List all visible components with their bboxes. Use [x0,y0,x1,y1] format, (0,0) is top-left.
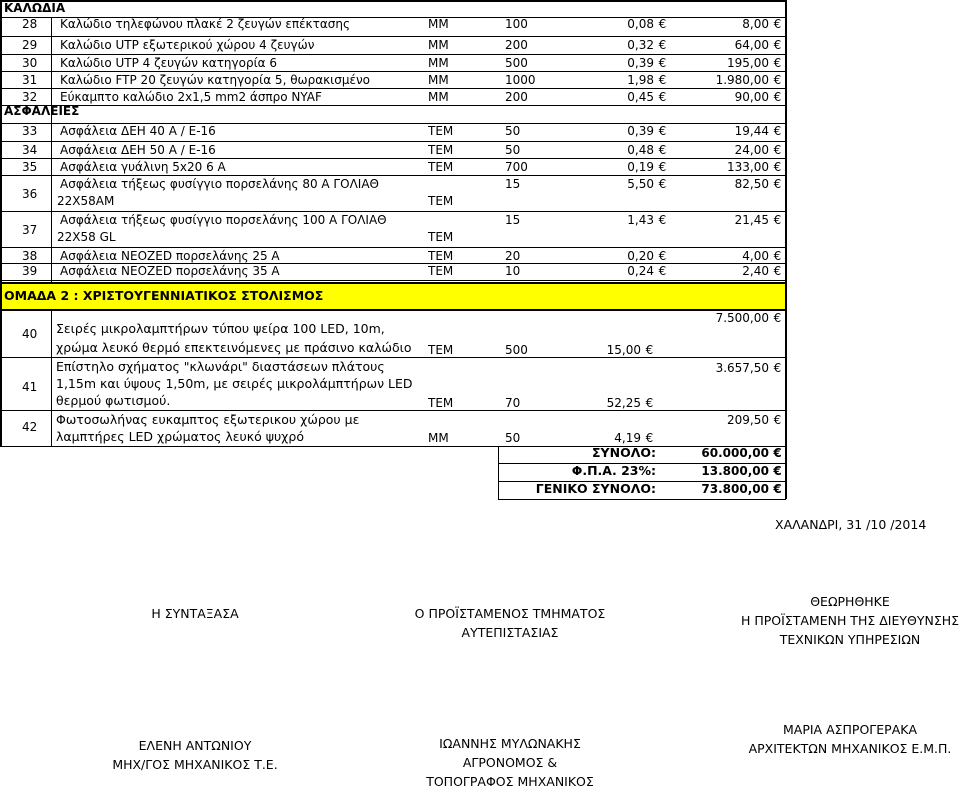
item-unit-price [627,143,669,157]
amount-value: 133,00 [727,160,769,174]
euro-sign: € [773,464,782,478]
totals-value [701,482,784,496]
totals-value [701,446,784,460]
euro-sign: € [773,160,782,174]
euro-sign: € [773,143,782,157]
item-unit-price [627,124,669,138]
euro-sign: € [773,264,782,278]
euro-sign: € [773,73,782,87]
item-total [716,361,784,375]
grid-line [51,309,52,446]
item-unit-price [607,396,656,410]
amount-value: 0,24 [627,264,654,278]
euro-sign: € [658,213,667,227]
item-quantity: 700 [505,160,528,174]
item-total [727,56,784,70]
euro-sign: € [658,249,667,263]
signature-text: Ο ΠΡΟΪΣΤΑΜΕΝΟΣ ΤΜΗΜΑΤΟΣ [414,606,606,621]
euro-sign: € [658,90,667,104]
euro-sign: € [773,361,782,375]
euro-sign: € [658,17,667,31]
item-description: Φωτοσωλήνας ευκαμπτος εξωτερικου χώρου με [56,412,360,427]
signature-text: ΑΥΤΕΠΙΣΤΑΣΙΑΣ [461,625,559,640]
item-quantity: 70 [505,396,521,410]
item-description: Καλώδιο τηλεφώνου πλακέ 2 ζευγών επέκτασης [60,17,351,31]
grid-line [0,54,786,55]
item-number: 39 [22,264,38,278]
signature-approved-title [725,592,959,649]
signature-text: ΑΡΧΙΤΕΚΤΩΝ ΜΗΧΑΝΙΚΟΣ Ε.Μ.Π. [748,741,952,756]
item-unit: ΤΕΜ [428,264,454,278]
amount-value: 0,20 [627,249,654,263]
grid-line [0,309,786,311]
amount-value: 8,00 [742,17,769,31]
grid-line [0,0,2,446]
item-quantity: 100 [505,17,528,31]
grid-line [498,446,499,499]
amount-value: 0,39 [627,56,654,70]
amount-value: 0,45 [627,90,654,104]
item-total [735,213,784,227]
euro-sign: € [658,143,667,157]
section-title-group2: ΟΜΑΔΑ 2 : ΧΡΙΣΤΟΥΓΕΝΝΙΑΤΙΚΟΣ ΣΤΟΛΙΣΜΟΣ [4,288,324,303]
item-quantity: 15 [505,213,521,227]
item-number: 30 [22,56,38,70]
item-unit-price [627,249,669,263]
item-number: 38 [22,249,38,263]
grid-line [498,499,786,500]
signature-text: Η ΣΥΝΤΑΞΑΣΑ [151,606,239,621]
signature-text: ΙΩΑΝΝΗΣ ΜΥΛΩΝΑΚΗΣ [439,736,581,751]
euro-sign: € [773,482,782,496]
grid-line [0,36,786,37]
item-description: θερμού φωτισμού. [56,393,171,408]
item-description: χρώμα λευκό θερμό επεκτεινόμενες με πράσινο καλώδιο [56,340,412,355]
totals-label: ΓΕΝΙΚΟ ΣΥΝΟΛΟ: [535,481,656,496]
item-quantity: 20 [505,249,521,263]
amount-value: 195,00 [727,56,769,70]
grid-line [0,357,786,358]
item-unit-price [627,177,669,191]
amount-value: 209,50 [727,413,769,427]
euro-sign: € [773,446,782,460]
item-quantity: 50 [505,143,521,157]
item-unit: ΤΕΜ [428,143,454,157]
item-total [735,143,784,157]
item-total [735,177,784,191]
item-description: Καλώδιο UTP 4 ζευγών κατηγορία 6 [60,56,278,70]
item-quantity: 500 [505,56,528,70]
item-number: 40 [22,327,38,341]
amount-value: 7.500,00 [715,311,769,325]
grid-line [51,17,52,282]
item-total [742,17,784,31]
item-quantity: 50 [505,124,521,138]
item-unit-price [627,90,669,104]
item-unit: ΤΕΜ [428,396,454,410]
item-unit-price [627,17,669,31]
signature-text: ΘΕΩΡΗΘΗΚΕ [810,594,890,609]
euro-sign: € [658,160,667,174]
item-number: 42 [22,420,38,434]
item-description: Ασφάλεια γυάλινη 5x20 6 Α [60,160,226,174]
grid-line [0,410,786,411]
signature-text: Η ΠΡΟΪΣΤΑΜΕΝΗ ΤΗΣ ΔΙΕΥΘΥΝΣΗΣ [740,613,959,628]
amount-value: 90,00 [734,90,769,104]
section-title-cables: ΚΑΛΩΔΙΑ [4,1,66,15]
grid-line [0,175,786,176]
item-quantity: 200 [505,38,528,52]
amount-value: 4,19 [614,431,641,445]
item-unit-price [627,160,669,174]
item-unit-price [607,343,656,357]
signature-head-title [400,604,620,642]
item-unit-price [614,431,656,445]
item-description: Καλώδιο FTP 20 ζευγών κατηγορία 5, θωρακισμένο [60,73,371,87]
item-unit-price [627,38,669,52]
amount-value: 13.800,00 [701,464,769,478]
item-total [735,38,784,52]
place-date: ΧΑΛΑΝΔΡΙ, 31 /10 /2014 [775,517,927,532]
signature-approved-name [725,720,959,758]
item-unit: ΤΕΜ [428,160,454,174]
item-unit-price [627,56,669,70]
euro-sign: € [658,73,667,87]
item-number: 29 [22,38,38,52]
euro-sign: € [658,264,667,278]
grid-line [785,0,787,499]
amount-value: 0,19 [627,160,654,174]
item-unit: ΜΜ [428,38,449,52]
amount-value: 73.800,00 [701,482,769,496]
euro-sign: € [773,56,782,70]
euro-sign: € [773,413,782,427]
item-quantity: 200 [505,90,528,104]
item-quantity: 1000 [505,73,536,87]
totals-value [701,464,784,478]
item-number: 34 [22,143,38,157]
signature-text: ΜΑΡΙΑ ΑΣΠΡΟΓΕΡΑΚΑ [782,722,917,737]
amount-value: 15,00 [606,343,641,357]
signature-text: ΜΗΧ/ΓΟΣ ΜΗΧΑΝΙΚΟΣ Τ.Ε. [112,757,278,772]
grid-line [0,211,786,212]
amount-value: 24,00 [734,143,769,157]
item-unit: ΜΜ [428,56,449,70]
amount-value: 4,00 [742,249,769,263]
euro-sign: € [773,90,782,104]
item-quantity: 10 [505,264,521,278]
signature-text: ΑΓΡΟΝΟΜΟΣ & [462,755,558,770]
euro-sign: € [773,177,782,191]
euro-sign: € [773,17,782,31]
amount-value: 52,25 [606,396,641,410]
signature-compiled-name [105,736,285,774]
item-description: Εύκαμπτο καλώδιο 2x1,5 mm2 άσπρο NYAF [60,90,322,104]
amount-value: 21,45 [734,213,769,227]
amount-value: 19,44 [734,124,769,138]
item-number: 41 [22,380,38,394]
item-quantity: 500 [505,343,528,357]
grid-line [0,0,786,2]
item-number: 33 [22,124,38,138]
item-total [735,90,784,104]
amount-value: 1,98 [627,73,654,87]
grid-line [0,71,786,72]
amount-value: 60.000,00 [701,446,769,460]
section-title-fuses: ΑΣΦΑΛΕΙΕΣ [4,104,80,118]
item-total [735,124,784,138]
grid-line [0,88,786,89]
item-description: Ασφάλεια ΔΕΗ 40 Α / Ε-16 [60,124,216,138]
signature-text: ΤΕΧΝΙΚΩΝ ΥΠΗΡΕΣΙΩΝ [779,632,921,647]
item-number: 32 [22,90,38,104]
item-description: Επίστηλο σχήματος "κλωνάρι" διαστάσεων πλάτους [56,359,385,374]
item-unit: ΤΕΜ [428,230,454,244]
totals-label: Φ.Π.Α. 23%: [571,463,656,478]
grid-line [0,446,786,447]
euro-sign: € [773,311,782,325]
item-quantity: 50 [505,431,521,445]
item-total [742,264,784,278]
item-quantity: 15 [505,177,521,191]
item-description: Καλώδιο UTP εξωτερικού χώρου 4 ζευγών [60,38,315,52]
signature-text: ΤΟΠΟΓΡΑΦΟΣ ΜΗΧΑΝΙΚΟΣ [426,774,594,789]
grid-line [0,105,786,106]
item-unit: ΜΜ [428,73,449,87]
item-unit: ΜΜ [428,17,449,31]
grid-line [0,280,786,281]
euro-sign: € [658,56,667,70]
euro-sign: € [773,38,782,52]
signature-head-name [400,734,620,791]
item-unit: ΤΕΜ [428,249,454,263]
grid-line [0,247,786,248]
item-total [716,311,784,325]
amount-value: 0,32 [627,38,654,52]
item-description: Ασφάλεια ΔΕΗ 50 Α / Ε-16 [60,143,216,157]
grid-line [0,141,786,142]
euro-sign: € [645,396,654,410]
item-description: Ασφάλεια NEOZED πορσελάνης 35 Α [60,264,280,278]
item-number: 37 [22,223,38,237]
item-description: Σειρές μικρολαμπτήρων τύπου ψείρα 100 LED, 10m, [56,321,385,336]
item-total [716,73,784,87]
euro-sign: € [773,124,782,138]
signature-text: ΕΛΕΝΗ ΑΝΤΩΝΙΟΥ [138,738,252,753]
item-total [727,160,784,174]
grid-line [0,158,786,159]
totals-label: ΣΥΝΟΛΟ: [592,445,656,460]
item-unit: ΜΜ [428,431,449,445]
item-unit: ΜΜ [428,90,449,104]
euro-sign: € [773,249,782,263]
amount-value: 5,50 [627,177,654,191]
amount-value: 2,40 [742,264,769,278]
euro-sign: € [658,177,667,191]
item-unit: ΤΕΜ [428,124,454,138]
amount-value: 0,08 [627,17,654,31]
item-number: 36 [22,186,38,201]
grid-line [0,282,786,284]
item-description: 22Χ58ΑΜ [57,194,115,208]
item-description: λαμπτήρες LED χρώματος λευκό ψυχρό [56,429,304,444]
item-unit-price [627,264,669,278]
signature-compiled-title [125,604,265,623]
item-unit: ΤΕΜ [428,194,454,208]
amount-value: 0,48 [627,143,654,157]
item-description: 1,15m και ύψους 1,50m, με σειρές μικρολάμπτήρων LED [56,376,413,391]
euro-sign: € [773,213,782,227]
item-unit-price [627,73,669,87]
item-unit: ΤΕΜ [428,343,454,357]
item-number: 31 [22,73,38,87]
item-total [742,249,784,263]
item-total [727,413,784,427]
item-number: 28 [22,17,38,31]
euro-sign: € [645,431,654,445]
item-unit-price [627,213,669,227]
amount-value: 82,50 [734,177,769,191]
item-description: Ασφάλεια τήξεως φυσίγγιο πορσελάνης 80 Α ΓΟΛΙΑΘ [60,177,379,191]
euro-sign: € [645,343,654,357]
item-description: 22Χ58 GL [57,230,116,244]
euro-sign: € [658,124,667,138]
amount-value: 64,00 [734,38,769,52]
amount-value: 1,43 [627,213,654,227]
amount-value: 0,39 [627,124,654,138]
item-description: Ασφάλεια NEOZED πορσελάνης 25 Α [60,249,280,263]
item-number: 35 [22,160,38,174]
amount-value: 1.980,00 [715,73,769,87]
euro-sign: € [658,38,667,52]
item-description: Ασφάλεια τήξεως φυσίγγιο πορσελάνης 100 Α ΓΟΛΙΑΘ [60,213,387,227]
amount-value: 3.657,50 [715,361,769,375]
